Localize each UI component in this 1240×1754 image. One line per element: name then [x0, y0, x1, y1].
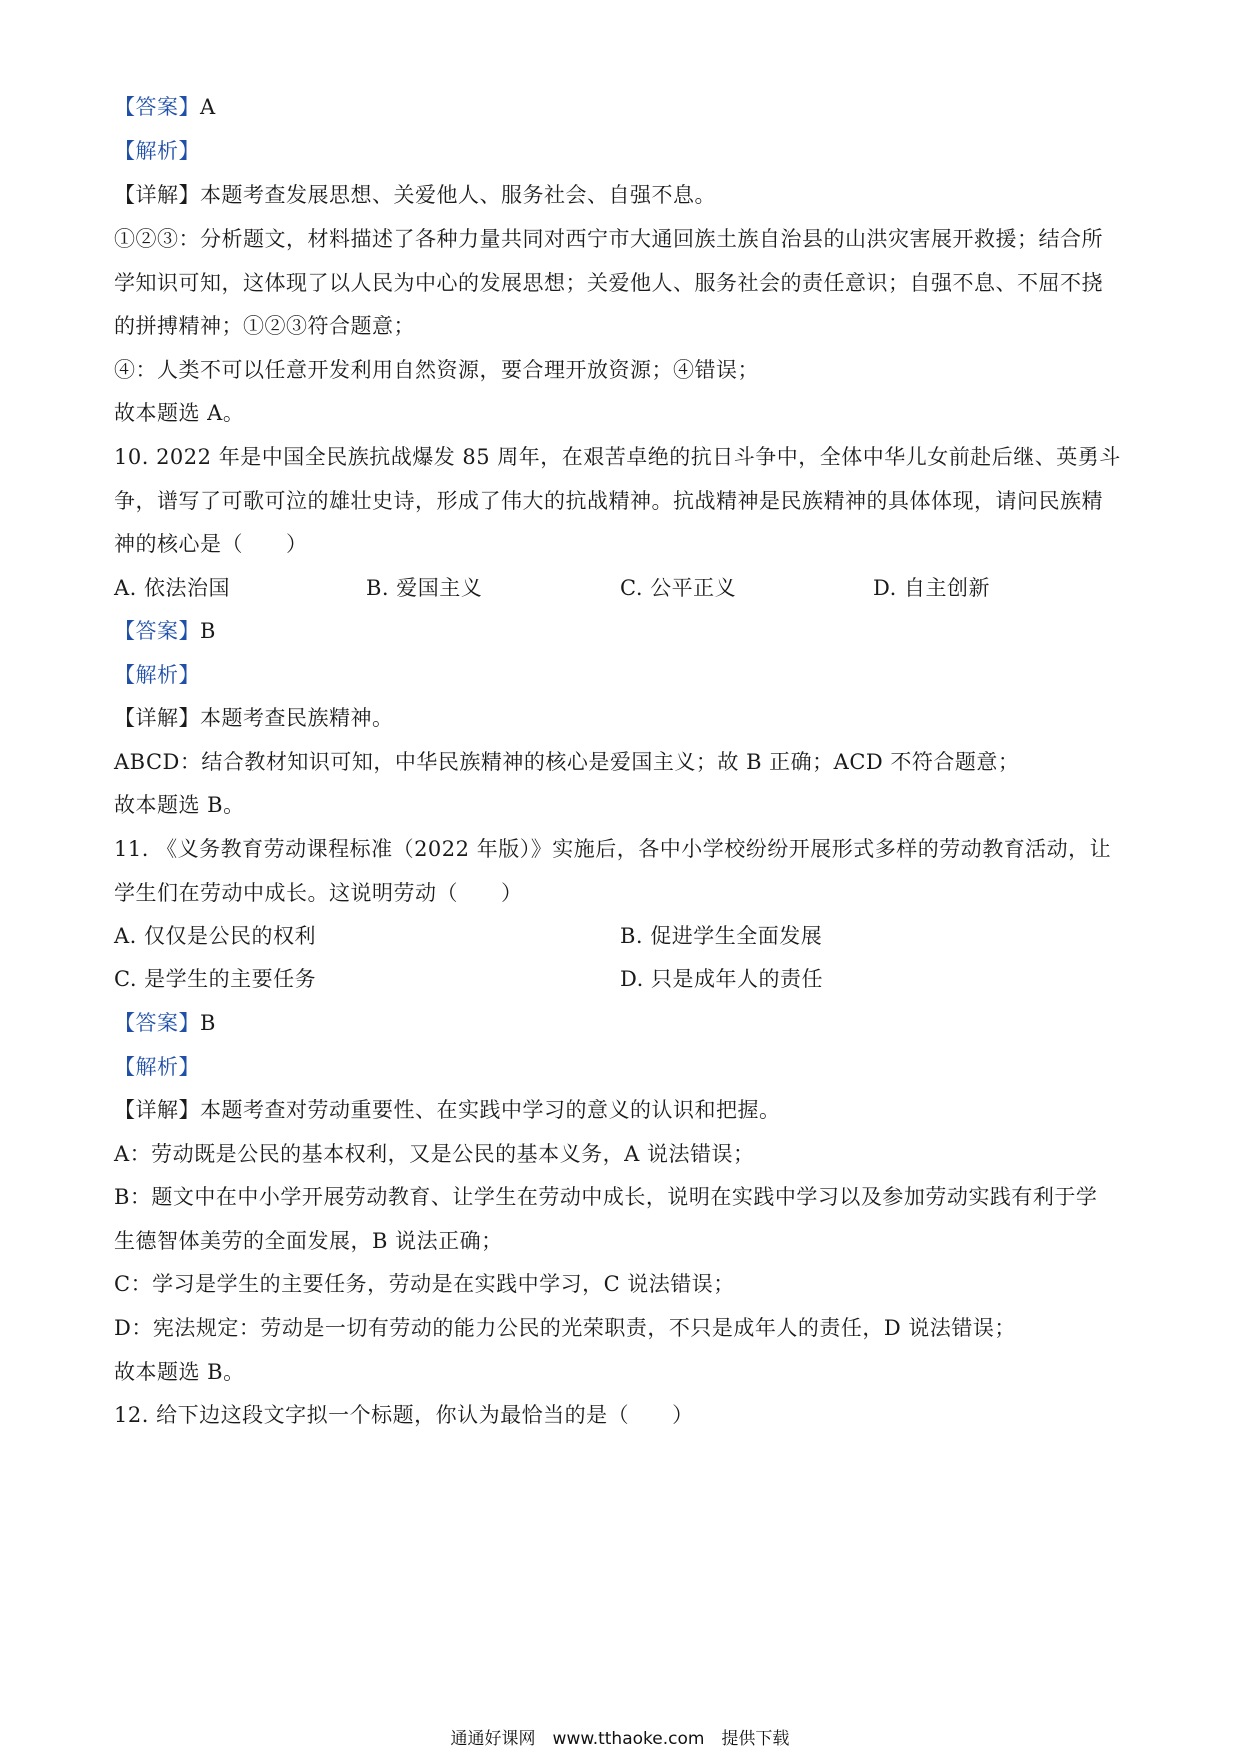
q11-analysis-label [114, 1052, 1124, 1082]
q11-line: 故本题选 B。 [114, 1360, 245, 1384]
q9-line: 学知识可知，这体现了以人民为中心的发展思想；关爱他人、服务社会的责任意识；自强不息、不屈不挠 [114, 271, 1103, 295]
detail-text: 本题考查对劳动重要性、在实践中学习的意义的认识和把握。 [200, 1098, 781, 1122]
q10-option-b: B. 爱国主义 [366, 576, 483, 600]
q12-stem: 12. 给下边这段文字拟一个标题，你认为最恰当的是（ ） [114, 1403, 694, 1427]
analysis-label: 【解析】 [114, 663, 200, 687]
detail-text: 本题考查民族精神。 [200, 706, 394, 730]
answer-value: B [200, 619, 216, 643]
answer-label: 【答案】 [114, 619, 200, 643]
q10-answer [114, 616, 1124, 646]
page-footer: 通通好课网 www.tthaoke.com 提供下载 [450, 1729, 790, 1749]
q11-line: B：题文中在中小学开展劳动教育、让学生在劳动中成长，说明在实践中学习以及参加劳动实践有利于学 [114, 1185, 1098, 1209]
q9-line: ④：人类不可以任意开发利用自然资源，要合理开放资源；④错误； [114, 358, 759, 382]
answer-value: B [200, 1011, 216, 1035]
q9-analysis-label [114, 136, 1124, 166]
q11-option-b: B. 促进学生全面发展 [620, 924, 823, 948]
q11-option-c: C. 是学生的主要任务 [114, 967, 317, 991]
detail-label: 【详解】 [114, 706, 200, 730]
q10-option-d: D. 自主创新 [873, 576, 990, 600]
q10-detail [114, 703, 1124, 733]
q10-line: 故本题选 B。 [114, 793, 245, 817]
q10-stem: 争，谱写了可歌可泣的雄壮史诗，形成了伟大的抗战精神。抗战精神是民族精神的具体体现，请问民族精 [114, 489, 1103, 513]
q10-option-c: C. 公平正义 [620, 576, 737, 600]
q11-answer [114, 1008, 1124, 1038]
q11-line: 生德智体美劳的全面发展，B 说法正确； [114, 1229, 503, 1253]
q11-line: D：宪法规定：劳动是一切有劳动的能力公民的光荣职责，不只是成年人的责任，D 说法错误； [114, 1316, 1016, 1340]
q10-analysis-label [114, 660, 1124, 690]
analysis-label: 【解析】 [114, 1055, 200, 1079]
q9-line: ①②③：分析题文，材料描述了各种力量共同对西宁市大通回族土族自治县的山洪灾害展开救援；结合所 [114, 227, 1103, 251]
q9-detail [114, 180, 1124, 210]
q11-stem: 11. 《义务教育劳动课程标准（2022 年版）》实施后，各中小学校纷纷开展形式多样的劳动教育活动，让 [114, 837, 1112, 861]
q10-option-a: A. 依法治国 [114, 576, 231, 600]
q11-detail [114, 1095, 1124, 1125]
q9-line: 的拼搏精神；①②③符合题意； [114, 314, 415, 338]
detail-label: 【详解】 [114, 1098, 200, 1122]
q10-line: ABCD：结合教材知识可知，中华民族精神的核心是爱国主义；故 B 正确；ACD 不符合题意； [114, 750, 1020, 774]
q9-line: 故本题选 A。 [114, 401, 245, 425]
detail-text: 本题考查发展思想、关爱他人、服务社会、自强不息。 [200, 183, 716, 207]
q11-line: C：学习是学生的主要任务，劳动是在实践中学习，C 说法错误； [114, 1272, 735, 1296]
q11-option-d: D. 只是成年人的责任 [620, 967, 823, 991]
q10-stem: 10. 2022 年是中国全民族抗战爆发 85 周年，在艰苦卓绝的抗日斗争中，全体中华儿女前赴后继、英勇斗 [114, 445, 1121, 469]
answer-label: 【答案】 [114, 95, 200, 119]
answer-label: 【答案】 [114, 1011, 200, 1035]
q11-line: A：劳动既是公民的基本权利，又是公民的基本义务，A 说法错误； [114, 1142, 755, 1166]
q9-answer [114, 92, 1124, 122]
detail-label: 【详解】 [114, 183, 200, 207]
q11-option-a: A. 仅仅是公民的权利 [114, 924, 317, 948]
q10-stem: 神的核心是（ ） [114, 532, 308, 556]
analysis-label: 【解析】 [114, 139, 200, 163]
answer-value: A [200, 95, 216, 119]
q11-stem: 学生们在劳动中成长。这说明劳动（ ） [114, 881, 523, 905]
